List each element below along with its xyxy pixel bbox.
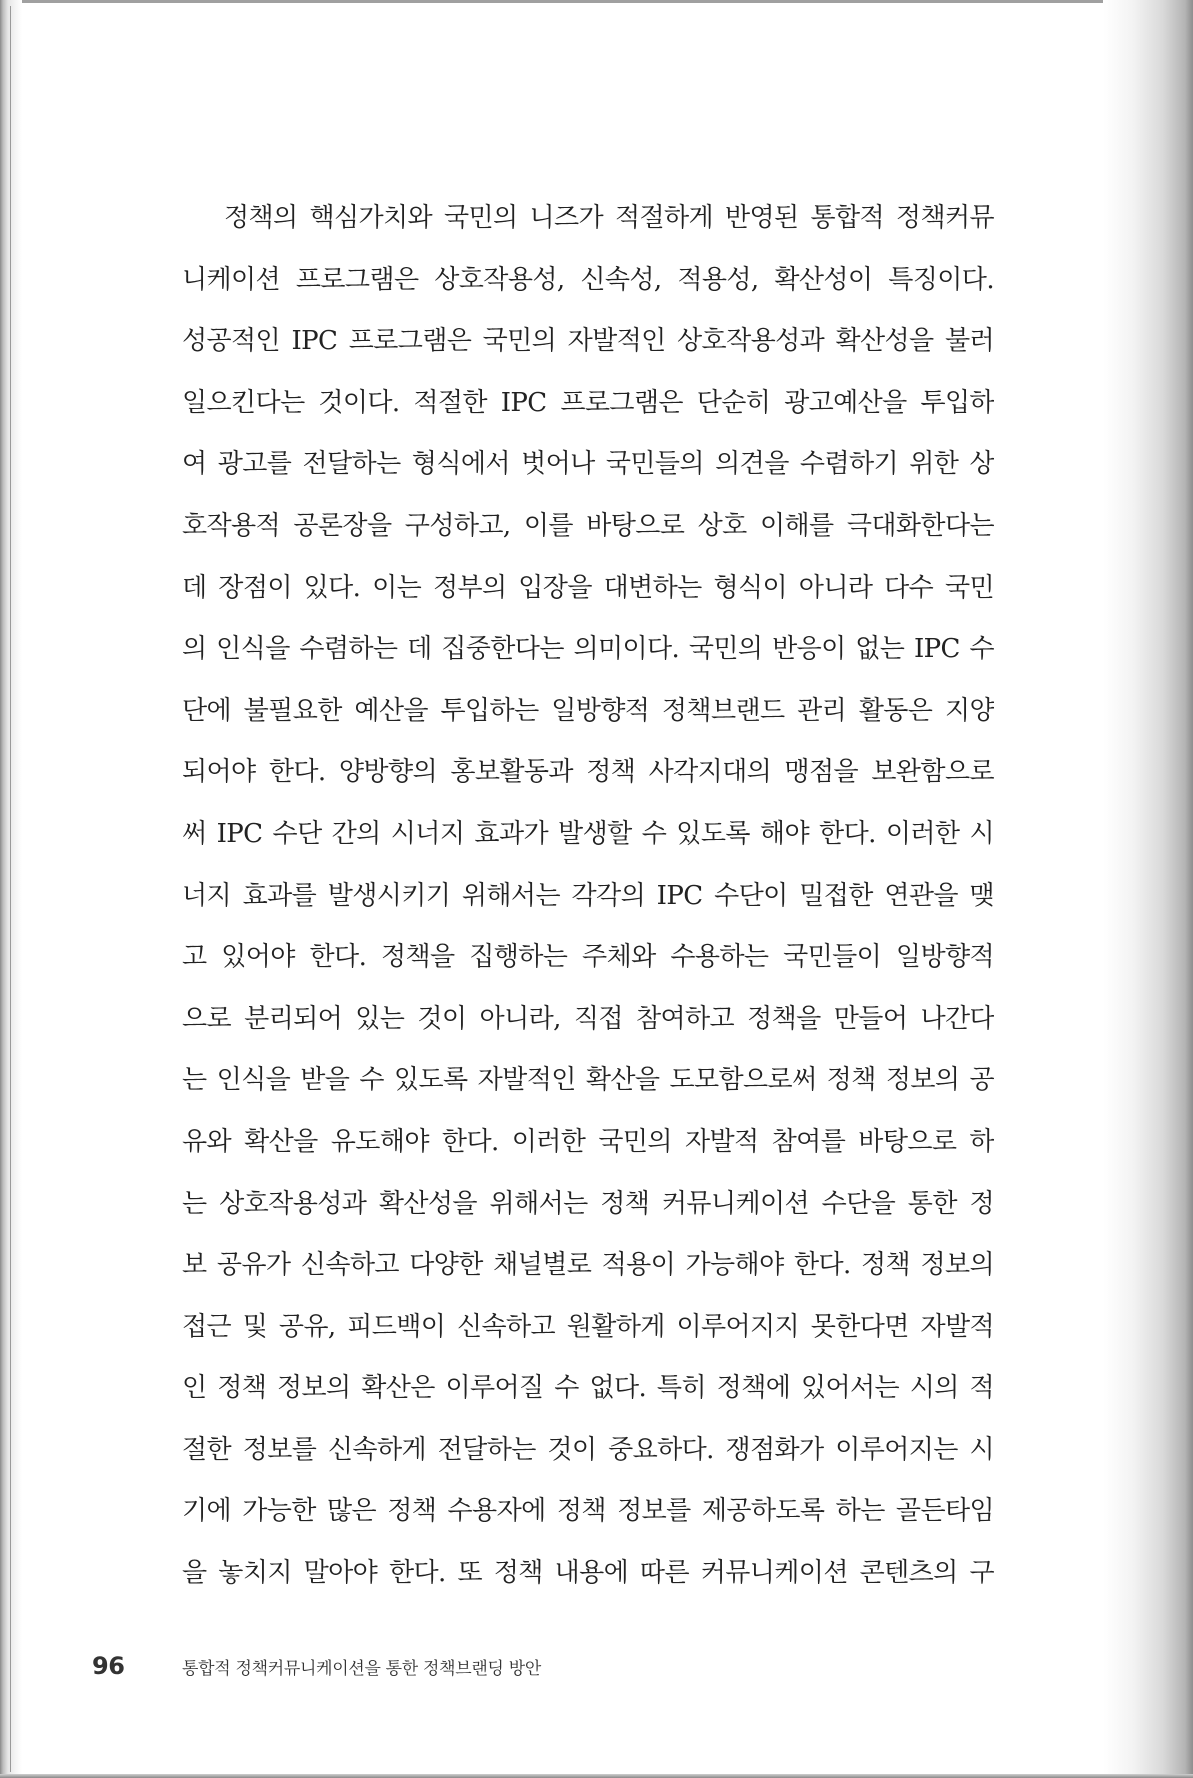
- text-line: 접근 및 공유, 피드백이 신속하고 원활하게 이루어지지 못한다면 자발적: [182, 1311, 994, 1342]
- page-left-edge: [0, 0, 22, 1778]
- page-footer: [92, 1648, 541, 1684]
- running-title: 통합적 정책커뮤니케이션을 통한 정책브랜딩 방안: [182, 1658, 541, 1679]
- text-line: 절한 정보를 신속하게 전달하는 것이 중요하다. 쟁점화가 이루어지는 시: [182, 1434, 994, 1465]
- page-bottom-edge: [0, 1774, 1193, 1778]
- text-line: 인 정책 정보의 확산은 이루어질 수 없다. 특히 정책에 있어서는 시의 적: [182, 1373, 994, 1404]
- page-number: 96: [92, 1652, 125, 1680]
- text-line: 여 광고를 전달하는 형식에서 벗어나 국민들의 의견을 수렴하기 위한 상: [182, 449, 994, 480]
- page-left-edge-line: [10, 6, 11, 1772]
- text-line: 는 상호작용성과 확산성을 위해서는 정책 커뮤니케이션 수단을 통한 정: [182, 1188, 994, 1219]
- text-line: 니케이션 프로그램은 상호작용성, 신속성, 적용성, 확산성이 특징이다.: [182, 264, 994, 295]
- text-line: 으로 분리되어 있는 것이 아니라, 직접 참여하고 정책을 만들어 나간다: [182, 1003, 994, 1034]
- text-line: 기에 가능한 많은 정책 수용자에 정책 정보를 제공하도록 하는 골든타임: [182, 1496, 994, 1527]
- text-line: 고 있어야 한다. 정책을 집행하는 주체와 수용하는 국민들이 일방향적: [182, 942, 994, 973]
- text-line: 는 인식을 받을 수 있도록 자발적인 확산을 도모함으로써 정책 정보의 공: [182, 1065, 994, 1096]
- text-line: 일으킨다는 것이다. 적절한 IPC 프로그램은 단순히 광고예산을 투입하: [182, 387, 994, 418]
- page-top-edge: [0, 0, 1193, 3]
- text-line: 너지 효과를 발생시키기 위해서는 각각의 IPC 수단이 밀접한 연관을 맺: [182, 880, 994, 911]
- text-line: 을 놓치지 말아야 한다. 또 정책 내용에 따른 커뮤니케이션 콘텐츠의 구: [182, 1558, 994, 1589]
- page-right-shadow: [1103, 0, 1193, 1778]
- text-line: 보 공유가 신속하고 다양한 채널별로 적용이 가능해야 한다. 정책 정보의: [182, 1250, 994, 1281]
- text-line: 호작용적 공론장을 구성하고, 이를 바탕으로 상호 이해를 극대화한다는: [182, 510, 994, 541]
- text-line: 정책의 핵심가치와 국민의 니즈가 적절하게 반영된 통합적 정책커뮤: [224, 203, 994, 233]
- text-line: 의 인식을 수렴하는 데 집중한다는 의미이다. 국민의 반응이 없는 IPC 수: [182, 634, 994, 665]
- text-line: 써 IPC 수단 간의 시너지 효과가 발생할 수 있도록 해야 한다. 이러한 시: [182, 818, 994, 849]
- text-line: 단에 불필요한 예산을 투입하는 일방향적 정책브랜드 관리 활동은 지양: [182, 695, 994, 726]
- text-line: 되어야 한다. 양방향의 홍보활동과 정책 사각지대의 맹점을 보완함으로: [182, 757, 994, 788]
- text-line: 데 장점이 있다. 이는 정부의 입장을 대변하는 형식이 아니라 다수 국민: [182, 572, 994, 603]
- text-line: 성공적인 IPC 프로그램은 국민의 자발적인 상호작용성과 확산성을 불러: [182, 326, 994, 357]
- text-line: 유와 확산을 유도해야 한다. 이러한 국민의 자발적 참여를 바탕으로 하: [182, 1126, 994, 1157]
- body-paragraph: [182, 194, 994, 1611]
